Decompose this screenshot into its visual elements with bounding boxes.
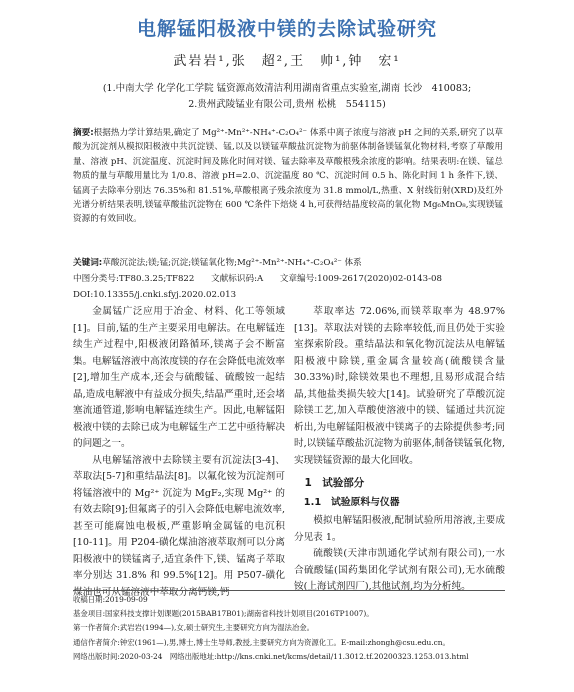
method-paragraph-2: 硫酸镁(天津市凯通化学试剂有限公司),一水合硫酸锰(国药集团化学试剂有限公司),无水硫酸铵(上海试剂四厂),其他试剂,均为分析纯。: [294, 548, 505, 592]
keywords-label: 关键词:: [73, 258, 103, 268]
affiliation-1: (1.中南大学 化学化工学院 锰资源高效清洁利用湖南省重点实验室,湖南 长沙 410083;: [102, 83, 472, 94]
footnote-first-author: 第一作者简介:武岩岩(1994—),女,硕士研究生,主要研究方向为湿法冶金。: [73, 623, 315, 633]
footnote-corresponding: 通信作者简介:钟宏(1961—),男,博士,博士生导师,教授,主要研究方向为资源化工。E-mail:zhongh@csu.edu.cn。: [73, 637, 450, 647]
abstract: [73, 126, 503, 227]
footnote-online: 网络出版时间:2020-03-24 网络出版地址:http://kns.cnki.net/kcms/detail/11.3012.tf.20200323.1253.013.html: [73, 651, 469, 661]
clc-number: 中图分类号:TF80.3.25;TF822: [73, 274, 195, 284]
article-number: 文章编号:1009-2617(2020)02-0143-08: [279, 274, 442, 284]
doi: DOI:10.13355/j.cnki.sfyj.2020.02.013: [73, 290, 237, 300]
abstract-label: 摘要:: [73, 128, 94, 138]
affiliation-2: 2.贵州武陵锰业有限公司,贵州 松桃 554115): [188, 99, 386, 110]
section-heading: 1 试验部分: [304, 477, 365, 489]
keywords-text: 草酸沉淀法;镁;锰;沉淀;镁锰氧化物;Mg²⁺-Mn²⁺-NH₄⁺-C₂O₄²⁻ 体系: [102, 258, 362, 268]
intro-paragraph-3: 萃取率达 72.06%,而镁萃取率为 48.97%[13]。萃取法对镁的去除率较低,而且仍处于实验室探索阶段。重结晶法和氧化物沉淀法从电解锰阳极液中除镁,重金属含量较高(硫酸镁含量 30.33%)时,除镁效果也不理想,且易形成混合结晶,其他盐类损失较大[14]。试验研究了草酸沉淀除镁工艺,加入草酸使溶液中的镁、锰通过共沉淀析出,为电解锰阳极液中镁离子的去除提供参考;同时,以镁锰草酸盐沉淀物为前驱体,制备镁锰氧化物,实现镁锰资源的最大化回收。: [294, 306, 505, 466]
author-list: 武岩岩¹,张 超²,王 帅¹,钟 宏¹: [173, 54, 401, 69]
right-column: [294, 304, 505, 596]
footnote-fund: 基金项目:国家科技支撑计划课题(2015BAB17B01);湖南省科技计划项目(2016TP1007)。: [73, 609, 374, 619]
keywords: [73, 256, 503, 270]
subsection-heading: 1.1 试验原料与仪器: [303, 496, 400, 508]
method-paragraph-1: 模拟电解锰阳极液,配制试验所用溶液,主要成分见表 1。: [294, 515, 505, 543]
document-code: 文献标识码:A: [211, 274, 264, 284]
abstract-text: 根据热力学计算结果,确定了 Mg²⁺-Mn²⁺-NH₄⁺-C₂O₄²⁻ 体系中离子浓度与溶液 pH 之间的关系,研究了以草酸为沉淀剂从模拟阳极液中共沉淀镁、锰,以及以镁锰草酸盐沉淀物为前驱体制备镁锰氧化物材料,考察了草酸用量、溶液 pH、沉淀温度、沉淀时间及陈化时间对镁、锰去除率及草酸根残余浓度的影响。结果表明:在镁、锰总物质的量与草酸用量比为 1/0.8、溶液 pH=2.0、沉淀温度 80 ℃、沉淀时间 0.5 h、陈化时间 1 h 条件下,镁、锰离子去除率分别达 76.35%和 81.51%,草酸根离子残余浓度为 31.8 mmol/L,热重、X 射线衍射(XRD)及红外光谱分析结果表明,镁锰草酸盐沉淀物在 600 ℃条件下焙烧 4 h,可获得结晶度较高的氧化物 Mg₆MnO₈,实现镁锰资源的有效回收。: [73, 128, 504, 225]
paper-title: 电解锰阳极液中镁的去除试验研究: [136, 18, 437, 40]
footnotes: [73, 590, 505, 664]
footnote-received: 收稿日期:2019-09-09: [73, 595, 148, 604]
left-column: [73, 304, 285, 601]
intro-paragraph-2: 从电解锰溶液中去除镁主要有沉淀法[3-4]、萃取法[5-7]和重结晶法[8]。以氟化铵为沉淀剂可将锰溶液中的 Mg²⁺ 沉淀为 MgF₂,实现 Mg²⁺ 的有效去除[9];但氟离子的引入会降低电解电流效率,甚至可能腐蚀电极板,严重影响金属锰的电沉积[10-11]。用 P204-磺化煤油溶液萃取剂可以分离阳极液中的镁锰离子,适宜条件下,镁、锰离子萃取率分别达 31.8% 和 99.5%[12]。用 P507-磺化煤油也可从锰溶液中萃取分离钙镁,钙: [73, 454, 285, 598]
classification-line: [73, 272, 503, 286]
intro-paragraph-1: 金属锰广泛应用于冶金、材料、化工等领域[1]。目前,锰的生产主要采用电解法。在电解锰连续生产过程中,阳极液闭路循环,镁离子会不断富集。电解锰溶液中高浓度镁的存在会降低电流效率[2],增加生产成本,还会与硫酸锰、硫酸铵一起结晶,造成电解液中有益成分损失,结晶严重时,还会堵塞流通管道,影响电解锰连续生产。因此,电解锰阳极液中镁的去除已成为电解锰生产工艺中亟待解决的问题之一。: [73, 306, 285, 449]
